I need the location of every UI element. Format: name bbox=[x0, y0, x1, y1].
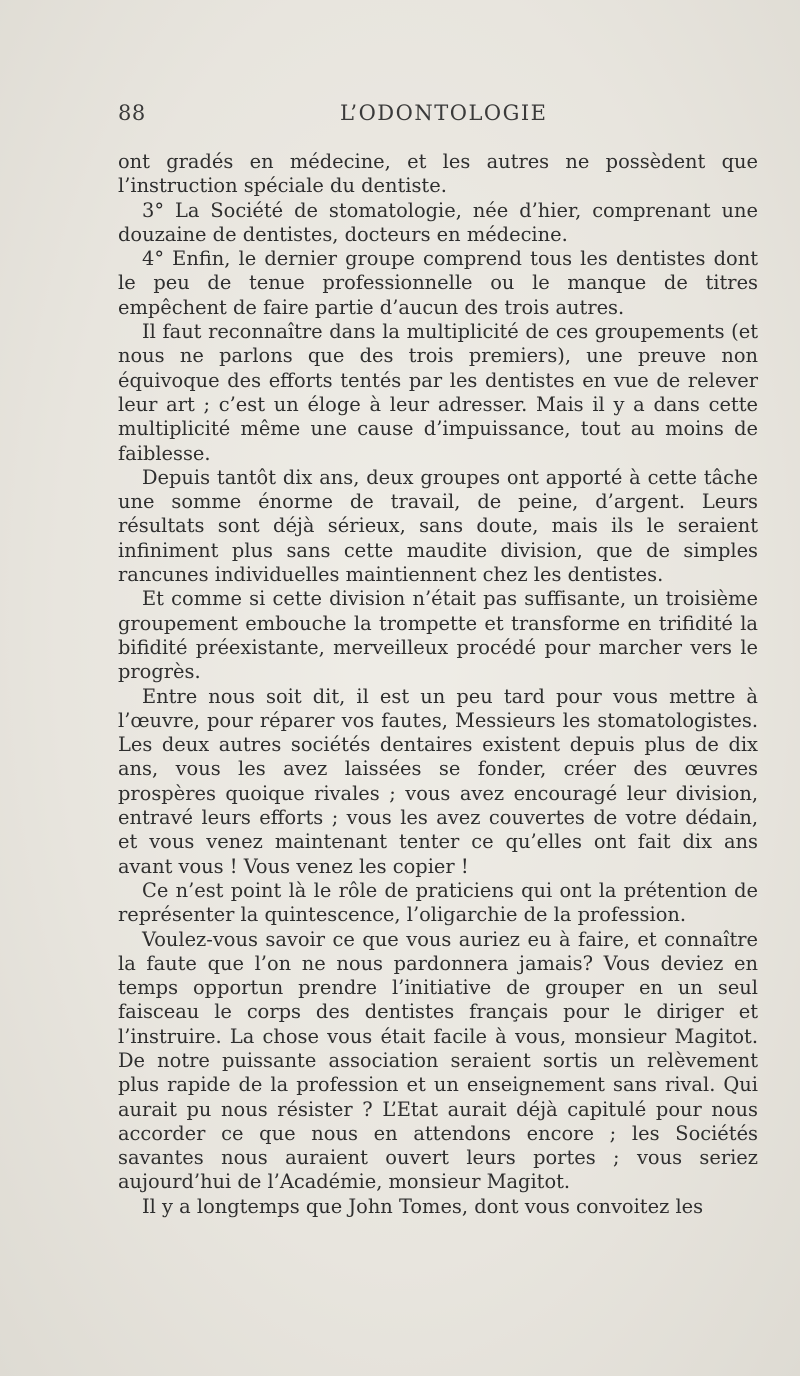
paragraph: Voulez-vous savoir ce que vous auriez eu à faire, et connaître la faute que l’on ne nous pardonnera jamais? Vous deviez en temps opportun prendre l’initiative de grouper en un seul faisceau le corps des dentistes français pour le diriger et l’instruire. La chose vous était facile à vous, monsieur Magitot. De notre puissante association seraient sortis un relèvement plus rapide de la profession et un enseignement sans rival. Qui aurait pu nous résister ? L’Etat aurait déjà capitulé pour nous accorder ce que nous en attendons encore ; les Sociétés savantes nous auraient ouvert leurs portes ; vous seriez aujourd’hui de l’Académie, monsieur Magitot. bbox=[118, 927, 758, 1194]
paragraph: Ce n’est point là le rôle de praticiens qui ont la prétention de représenter la quintescence, l’oligarchie de la profession. bbox=[118, 878, 758, 927]
paragraph: 4° Enfin, le dernier groupe comprend tous les dentistes dont le peu de tenue professionnelle ou le manque de titres empêchent de faire partie d’aucun des trois autres. bbox=[118, 247, 758, 319]
paragraph: Et comme si cette division n’était pas suffisante, un troisième groupement embouche la trompette et transforme en trifidité la bifidité préexistante, merveilleux procédé pour marcher vers le progrès. bbox=[118, 587, 758, 684]
paragraph: Il faut reconnaître dans la multiplicité de ces groupements (et nous ne parlons que des trois premiers), une preuve non équivoque des efforts tentés par les dentistes en vue de relever leur art ; c’est un éloge à leur adresser. Mais il y a dans cette multiplicité même une cause d’impuissance, tout au moins de faiblesse. bbox=[118, 320, 758, 465]
page-header bbox=[118, 101, 758, 131]
paragraph: ont gradés en médecine, et les autres ne possèdent que l’instruction spéciale du dentiste. bbox=[118, 150, 758, 198]
paragraph: Il y a longtemps que John Tomes, dont vous convoitez les bbox=[142, 1194, 704, 1218]
paragraph: Depuis tantôt dix ans, deux groupes ont apporté à cette tâche une somme énorme de travail, de peine, d’argent. Leurs résultats sont déjà sérieux, sans doute, mais ils le seraient infiniment plus sans cette maudite division, que de simples rancunes individuelles maintiennent chez les dentistes. bbox=[118, 465, 758, 587]
page-number: 88 bbox=[118, 101, 146, 125]
paragraph: 3° La Société de stomatologie, née d’hier, comprenant une douzaine de dentistes, docteurs en médecine. bbox=[118, 198, 758, 246]
running-title: L’ODONTOLOGIE bbox=[340, 101, 548, 125]
body-text bbox=[118, 150, 758, 1219]
paragraph: Entre nous soit dit, il est un peu tard pour vous mettre à l’œuvre, pour réparer vos fautes, Messieurs les stomatologistes. Les deux autres sociétés dentaires existent depuis plus de dix ans, vous les avez laissées se fonder, créer des œuvres prospères quoique rivales ; vous avez encouragé leur division, entravé leurs efforts ; vous les avez couvertes de votre dédain, et vous venez maintenant tenter ce qu’elles ont fait dix ans avant vous ! Vous venez les copier ! bbox=[118, 684, 758, 878]
